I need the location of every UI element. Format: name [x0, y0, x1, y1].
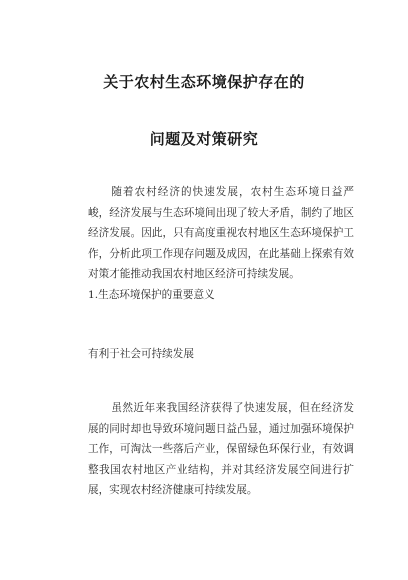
body-paragraph: 虽然近年来我国经济获得了快速发展，但在经济发展的同时却也导致环境问题日益凸显，通过加强环境保护工作，可淘汰一些落后产业，保留绿色环保行业，有效调整我国农村地区产业结构，并对其经济发展空间进行扩展，实现农村经济健康可持续发展。	[88, 402, 354, 496]
document-title-line-2: 问题及对策研究	[149, 130, 259, 148]
document-title-line-1: 关于农村生态环境保护存在的	[103, 73, 305, 91]
intro-paragraph: 随着农村经济的快速发展，农村生态环境日益严峻，经济发展与生态环境间出现了较大矛盾，制约了地区经济发展。因此，只有高度重视农村地区生态环境保护工作，分析此项工作现存问题及成因，在此基础上探索有效对策才能推动我国农村地区经济可持续发展。	[88, 186, 354, 280]
section-heading: 1.生态环境保护的重要意义	[88, 289, 215, 301]
subsection-heading: 有利于社会可持续发展	[88, 348, 194, 360]
